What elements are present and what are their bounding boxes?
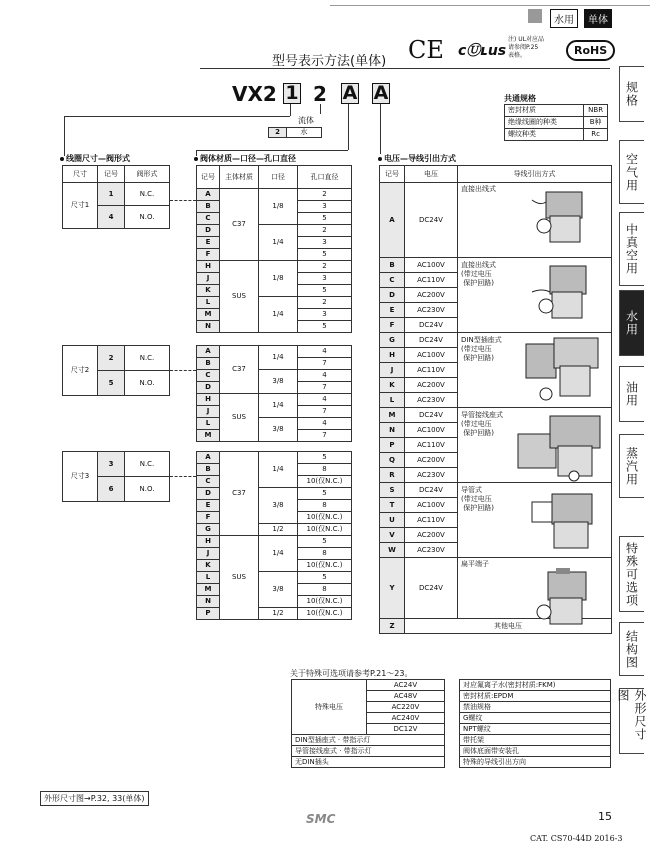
tab-vacuum[interactable]: 中真空用	[619, 212, 644, 286]
top-band	[330, 0, 650, 6]
common-spec-title: 共通规格	[504, 94, 536, 103]
valve-image-direct-surge	[530, 262, 600, 324]
brand-logo: SMC	[306, 812, 336, 826]
line-body-v	[348, 104, 349, 150]
dim-ref-link[interactable]: 外形尺寸图→P.32, 33(单体)	[40, 791, 149, 806]
coil-table-1: 尺寸 记号 阀形式 尺寸1 1 N.C. 4 N.O.	[62, 165, 170, 229]
rohs-badge: RoHS	[566, 40, 615, 61]
tab-steam[interactable]: 蒸汽用	[619, 434, 644, 498]
model-fluid-digit: 2	[313, 82, 327, 106]
line-coil-v2	[64, 116, 65, 156]
model-box-body: A	[342, 82, 358, 104]
catalog-code: CAT. CS70-44D 2016-3	[530, 834, 623, 843]
special-table-right: 对应氟离子水(密封材质:FKM) 密封材质:EPDM 禁油规格 G螺纹 NPT螺纹 带托架 阀体底面带安装孔 特殊的导线引出方向	[459, 679, 611, 768]
special-table-left: 特殊电压 AC24V AC48V AC220V AC240V DC12V DIN型插座式 · 带指示灯 导管接线座式 · 带指示灯 无DIN插头	[291, 679, 445, 768]
line-coil-h	[64, 116, 290, 117]
model-box-voltage: A	[373, 82, 389, 104]
section-title: 型号表示方法(单体)	[272, 54, 387, 69]
valve-image-conduit-terminal	[514, 410, 606, 486]
model-prefix: VX2	[232, 82, 277, 106]
valve-image-flat-terminal	[530, 568, 602, 630]
title-rule	[200, 68, 610, 69]
series-tag: 水用	[550, 9, 578, 28]
tag-sub: 单体	[584, 9, 612, 28]
body-table-3: A C37 1/4 5 B 8 C 10(仅N.C.) D 3/8 5 E 8 F 10(仅N.C.) G 1/2 10(仅N.C.) H SUS 1/4 5 J 8 K 10(仅N.C.) L 3/8 5 M 8 N 10(仅N.C.) P 1/2 10(仅N.C.)	[196, 451, 352, 620]
voltage-table: 记号 电压 导线引出方式 A DC24V 直接出线式 B AC100V 直接出线式 (带过电压 保护回路) C AC110V D AC200V E AC230V F DC24V G DC24V DIN型插座式 (带过电压 保护回路) H AC100V J AC110V K AC200V L AC230V M DC24V 导管接线座式 (带过电压 保护回路) N AC100V P AC110V Q AC200V R AC230V S DC24V 导管式 (带过电压 保护回路) T AC100V U AC110V V AC200V W AC230V Y DC24V 扁平端子 Z 其他电压	[379, 165, 612, 634]
model-box-coil: 1	[283, 83, 301, 104]
line-volt-v	[380, 104, 381, 154]
coil-title: 线圈尺寸—阀形式	[60, 153, 130, 164]
body-title: 阀体材质—口径—孔口直径	[194, 153, 296, 164]
tab-dimensions[interactable]: 外形尺寸图	[619, 688, 644, 754]
body-table-2: A C37 1/4 4 B 7 C 3/8 4 D 7 H SUS 1/4 4 J 7 L 3/8 4 M 7	[196, 345, 352, 442]
ul-note: 注) UL对应品 请参阅P.25 表格。	[508, 36, 544, 59]
coil-table-3: 尺寸3 3 N.C. 6 N.O.	[62, 451, 170, 502]
fluid-table: 2 水	[268, 127, 322, 138]
ul-mark: cⓊʟus	[458, 43, 507, 59]
fluid-title: 流体	[298, 116, 314, 125]
valve-image-conduit	[528, 488, 602, 554]
ce-mark: CE	[408, 36, 444, 64]
style-cell-a: 直接出线式	[458, 183, 612, 258]
coil-table-2: 尺寸2 2 N.C. 5 N.O.	[62, 345, 170, 396]
line-fluid-v	[320, 104, 321, 114]
tab-spec[interactable]: 规格	[619, 66, 644, 122]
tab-special[interactable]: 特殊可选项	[619, 536, 644, 612]
coil-link-1	[170, 200, 196, 201]
special-title: 关于特殊可选项请参考P.21～23。	[290, 669, 413, 678]
line-body-h	[196, 150, 348, 151]
tab-oil[interactable]: 油用	[619, 366, 644, 422]
line-coil-v	[290, 104, 291, 116]
coil-link-3	[170, 476, 196, 477]
tab-air[interactable]: 空气用	[619, 140, 644, 204]
valve-image-din	[520, 334, 606, 406]
valve-image-direct	[528, 186, 598, 248]
tab-structure[interactable]: 结构图	[619, 622, 644, 676]
voltage-title: 电压—导线引出方式	[378, 153, 456, 164]
top-icon	[528, 9, 542, 23]
page-number: 15	[598, 810, 612, 823]
common-spec-table: 密封材质 NBR 绝缘线圈的种类 B种 螺纹种类 Rc	[504, 104, 608, 141]
coil-link-2	[170, 370, 196, 371]
body-table-1: 记号 主体材质 口径 孔口直径 A C37 1/8 2 B 3 C 5 D 1/4 2 E 3 F 5 H SUS 1/8 2 J 3 K 5 L 1/4 2 M 3 N 5	[196, 165, 352, 333]
tab-water[interactable]: 水用	[619, 290, 644, 356]
